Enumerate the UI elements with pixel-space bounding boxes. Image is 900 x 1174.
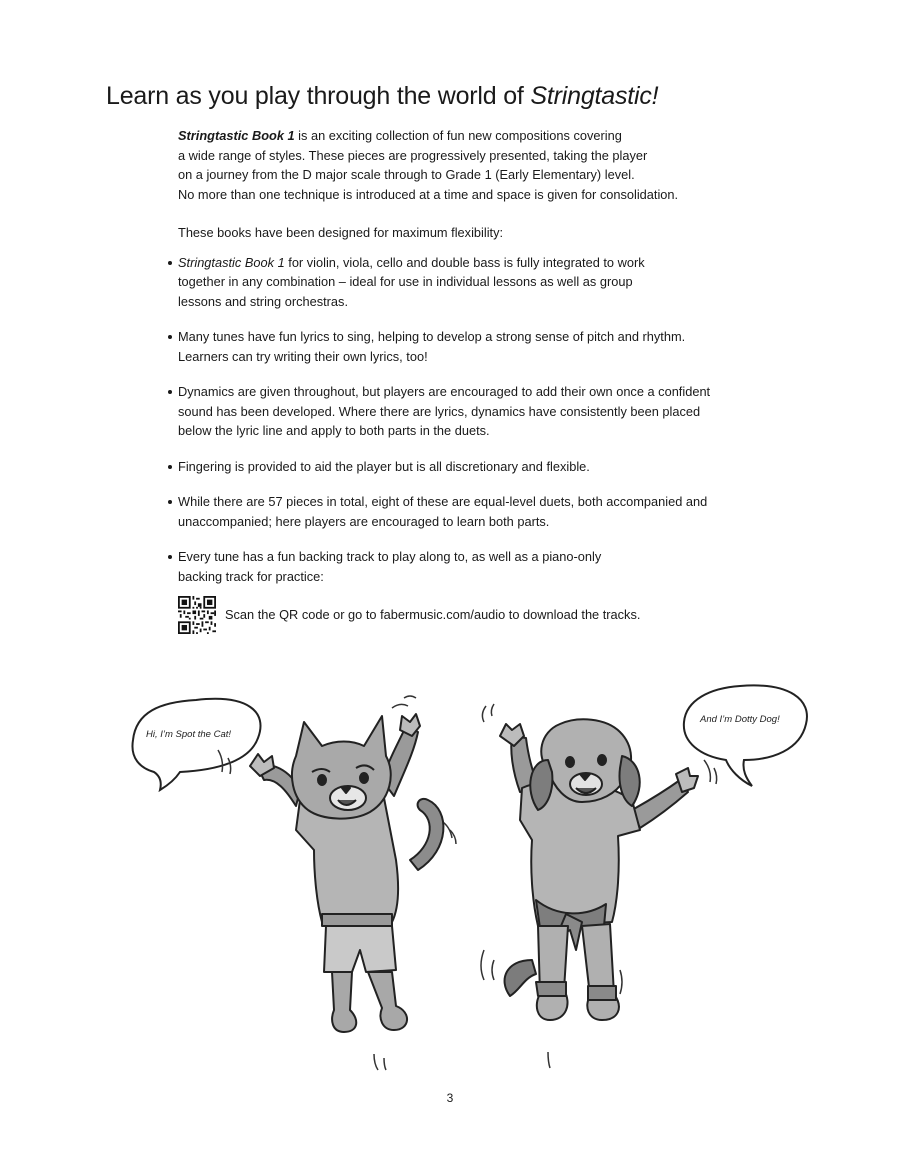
cat-speech-bubble (132, 699, 260, 790)
bullet-integration-text: for violin, viola, cello and double bass is fully integrated to work together in any combination – ideal for use in individual lessons as well as group lessons and string orchestras. (178, 254, 645, 309)
cat-character (250, 714, 443, 1032)
bullet-dynamics: Dynamics are given throughout, but players are encouraged to add their own once a confident sound has been developed. Where there are lyrics, dynamics have consistently been placed below the lyric line and apply to both parts in the duets. (178, 382, 713, 441)
dog-speech-bubble (684, 685, 807, 786)
qr-row (178, 596, 738, 634)
intro-line-2: a wide range of styles. These pieces are progressively presented, taking the player (178, 147, 648, 163)
bullet-fingering: Fingering is provided to aid the player but is all discretionary and flexible. (178, 457, 738, 477)
intro-paragraph (178, 126, 718, 204)
heading-prefix: Learn as you play through the world of (106, 82, 531, 110)
qr-instructions: Scan the QR code or go to fabermusic.com/audio to download the tracks. (225, 607, 641, 623)
dog-speech-text: And I’m Dotty Dog! (700, 714, 780, 725)
main-content (178, 126, 738, 634)
bullet-book-title: Stringtastic Book 1 (178, 254, 285, 270)
cat-speech-text: Hi, I’m Spot the Cat! (146, 729, 232, 740)
dog-character (500, 719, 698, 1020)
page-heading (106, 82, 658, 111)
page-number: 3 (446, 1091, 454, 1105)
intro-book-title: Stringtastic Book 1 (178, 128, 295, 143)
bullet-lyrics: Many tunes have fun lyrics to sing, helping to develop a strong sense of pitch and rhythm. Learners can try writing their own lyrics, too! (178, 327, 733, 366)
intro-line-4: No more than one technique is introduced at a time and space is given for consolidation. (178, 186, 679, 202)
bullet-integration (178, 253, 658, 312)
intro-line-1: is an exciting collection of fun new compositions covering (294, 128, 622, 143)
heading-title-italic: Stringtastic! (530, 82, 659, 110)
feature-list (178, 253, 738, 587)
qr-code-icon[interactable] (178, 596, 216, 634)
flexibility-lead: These books have been designed for maximum flexibility: (178, 225, 504, 240)
bullet-backing-tracks: Every tune has a fun backing track to play along to, as well as a piano-only backing track for practice: (178, 547, 648, 586)
intro-line-3: on a journey from the D major scale through to Grade 1 (Early Elementary) level. (178, 167, 635, 182)
bullet-duets: While there are 57 pieces in total, eight of these are equal-level duets, both accompanied and unaccompanied; here players are encouraged to learn both parts. (178, 492, 713, 531)
